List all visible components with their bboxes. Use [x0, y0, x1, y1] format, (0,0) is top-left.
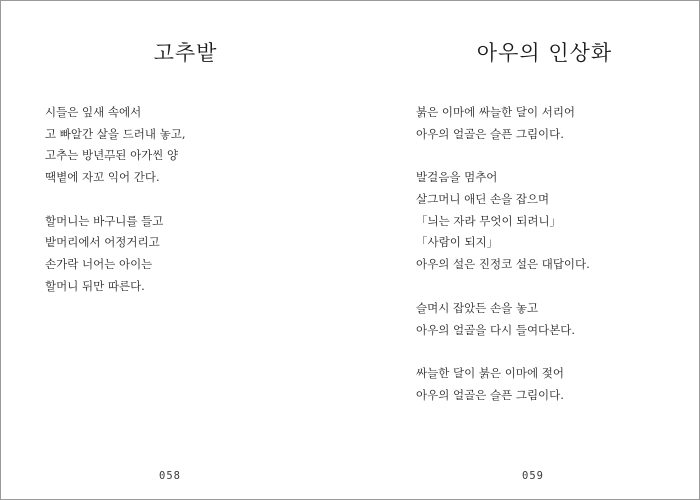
- poem-line: 슬며시 잡았든 손을 놓고: [416, 300, 539, 315]
- poem-line: 「늬는 자라 무엇이 되려니」: [416, 213, 562, 228]
- poem-line: 할머니 뒤만 따른다.: [45, 278, 145, 293]
- poem-line: 아우의 얼골을 다시 들여다본다.: [416, 322, 576, 337]
- stanza: [416, 298, 590, 341]
- poem-line: 싸늘한 달이 붉은 이마에 젖어: [416, 366, 564, 381]
- poem-line: 고추는 방년ᄁᆕ된 아가씬 양: [45, 148, 179, 163]
- poem-line: 할머니는 바구니를 들고: [45, 213, 164, 228]
- poem-line: 살그머니 애딘 손을 잡으며: [416, 192, 550, 207]
- page-number: 058: [159, 470, 181, 482]
- poem-line: 발걸음을 멈추어: [416, 170, 498, 185]
- page-number: 059: [522, 470, 544, 482]
- poem-line: 시들은 잎새 속에서: [45, 105, 142, 119]
- poem-line: 손가락 너어는 아이는: [45, 257, 153, 272]
- stanza: [416, 363, 590, 406]
- stanza: [45, 211, 185, 298]
- poem-line: 붉은 이마에 싸늘한 달이 서리어: [416, 105, 576, 119]
- poem-line: 아우의 설은 진정코 설은 대답이다.: [416, 257, 590, 272]
- poem-line: 「사람이 되지」: [416, 235, 499, 250]
- right-page: [350, 1, 699, 499]
- stanza: [45, 102, 185, 189]
- poem-title: 고추밭: [153, 41, 218, 65]
- stanza: [416, 167, 590, 275]
- poem-line: 아우의 얼골은 슬픈 그림이다.: [416, 126, 564, 141]
- poem-line: 땍볕에 자꼬 익어 간다.: [45, 170, 160, 185]
- poem-title: 아우의 인상화: [476, 41, 613, 65]
- poem-line: 아우의 얼골은 슬픈 그림이다.: [416, 387, 564, 402]
- left-page: [1, 1, 350, 499]
- poem-body: [416, 102, 590, 429]
- stanza: [416, 102, 590, 145]
- poem-line: 밭머리에서 어정거리고: [45, 235, 160, 250]
- poem-line: 고 빠알간 살을 드러내 놓고,: [45, 126, 186, 141]
- poem-body: [45, 102, 185, 320]
